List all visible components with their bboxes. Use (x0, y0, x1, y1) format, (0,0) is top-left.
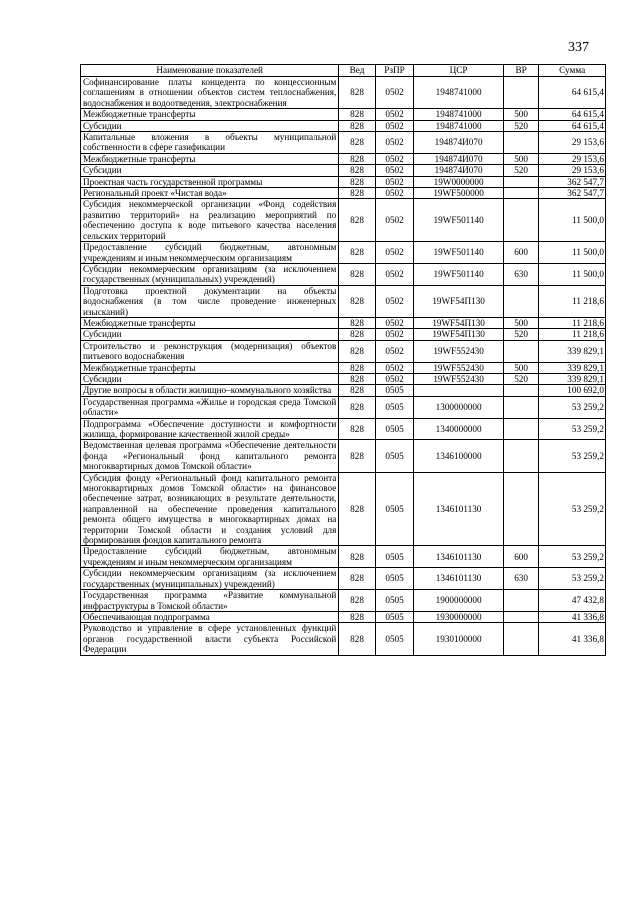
cell-sum: 64 615,4 (539, 120, 606, 131)
cell-csr: 19WF500000 (414, 188, 504, 199)
cell-rzpr: 0505 (375, 568, 414, 590)
cell-csr: 1346101130 (414, 568, 504, 590)
cell-sum: 53 259,2 (539, 472, 606, 546)
table-body (81, 77, 606, 656)
cell-rzpr: 0502 (375, 120, 414, 131)
cell-ved: 828 (339, 546, 375, 568)
cell-ved: 828 (339, 362, 375, 373)
table-row (81, 611, 606, 622)
cell-ved: 828 (339, 385, 375, 396)
cell-vr (503, 623, 538, 655)
cell-sum: 11 500,0 (539, 263, 606, 285)
cell-name: Подпрограмма «Обеспечение доступности и комфортности жилища, формирование качественной жилой среды» (81, 418, 339, 440)
cell-csr: 19WF54П130 (414, 317, 504, 328)
cell-ved: 828 (339, 590, 375, 612)
cell-csr: 1948741000 (414, 120, 504, 131)
cell-csr: 1930100000 (414, 623, 504, 655)
cell-name: Государственная программа «Жилье и городская среда Томской области» (81, 396, 339, 418)
cell-sum: 53 259,2 (539, 440, 606, 472)
cell-name: Софинансирование платы концедента по концессионным соглашениям в отношении объектов систем теплоснабжения, водоснабжения и водоотведения, электроснабжения (81, 77, 339, 109)
cell-sum: 53 259,2 (539, 418, 606, 440)
cell-ved: 828 (339, 373, 375, 384)
cell-rzpr: 0505 (375, 472, 414, 546)
cell-vr (503, 285, 538, 317)
cell-vr: 600 (503, 242, 538, 264)
table-row (81, 199, 606, 242)
cell-ved: 828 (339, 472, 375, 546)
cell-ved: 828 (339, 77, 375, 109)
cell-csr: 19WF501140 (414, 242, 504, 264)
cell-name: Межбюджетные трансферты (81, 317, 339, 328)
cell-rzpr: 0502 (375, 77, 414, 109)
cell-rzpr: 0505 (375, 611, 414, 622)
cell-name: Субсидии (81, 329, 339, 340)
cell-csr (414, 385, 504, 396)
cell-sum: 339 829,1 (539, 373, 606, 384)
cell-csr: 19WF501140 (414, 199, 504, 242)
cell-sum: 53 259,2 (539, 546, 606, 568)
cell-name: Субсидии (81, 120, 339, 131)
cell-rzpr: 0505 (375, 623, 414, 655)
cell-name: Предоставление субсидий бюджетным, автономным учреждениям и иным некоммерческим организациям (81, 242, 339, 264)
cell-name: Межбюджетные трансферты (81, 153, 339, 164)
header-csr: ЦСР (414, 65, 504, 77)
cell-sum: 339 829,1 (539, 340, 606, 362)
cell-rzpr: 0505 (375, 590, 414, 612)
header-vr: ВР (503, 65, 538, 77)
cell-name: Межбюджетные трансферты (81, 109, 339, 120)
cell-rzpr: 0502 (375, 285, 414, 317)
cell-vr (503, 418, 538, 440)
cell-vr (503, 440, 538, 472)
cell-vr (503, 611, 538, 622)
cell-vr: 520 (503, 165, 538, 176)
table-row (81, 546, 606, 568)
cell-sum: 362 547,7 (539, 188, 606, 199)
cell-vr (503, 199, 538, 242)
budget-table (80, 64, 606, 656)
cell-vr (503, 188, 538, 199)
cell-csr: 19WF54П130 (414, 285, 504, 317)
cell-sum: 11 218,6 (539, 317, 606, 328)
cell-vr: 500 (503, 153, 538, 164)
cell-vr: 520 (503, 329, 538, 340)
table-row (81, 440, 606, 472)
table-row (81, 188, 606, 199)
cell-rzpr: 0502 (375, 373, 414, 384)
cell-sum: 53 259,2 (539, 568, 606, 590)
table-row (81, 285, 606, 317)
cell-vr (503, 132, 538, 154)
cell-csr: 1948741000 (414, 77, 504, 109)
cell-name: Субсидии (81, 165, 339, 176)
cell-vr: 630 (503, 263, 538, 285)
cell-rzpr: 0502 (375, 263, 414, 285)
cell-ved: 828 (339, 188, 375, 199)
cell-sum: 362 547,7 (539, 176, 606, 187)
table-row (81, 418, 606, 440)
cell-ved: 828 (339, 199, 375, 242)
cell-rzpr: 0502 (375, 176, 414, 187)
table-row (81, 472, 606, 546)
cell-sum: 11 218,6 (539, 329, 606, 340)
cell-sum: 53 259,2 (539, 396, 606, 418)
cell-name: Подготовка проектной документации на объекты водоснабжения (в том числе проведение инженерных изысканий) (81, 285, 339, 317)
table-row (81, 132, 606, 154)
cell-ved: 828 (339, 242, 375, 264)
cell-vr (503, 340, 538, 362)
cell-sum: 11 500,0 (539, 242, 606, 264)
cell-rzpr: 0502 (375, 317, 414, 328)
table-header-row (81, 65, 606, 77)
cell-sum: 29 153,6 (539, 165, 606, 176)
table-row (81, 623, 606, 655)
cell-rzpr: 0502 (375, 242, 414, 264)
cell-vr: 500 (503, 317, 538, 328)
table-row (81, 568, 606, 590)
cell-name: Субсидия фонду «Региональный фонд капитального ремонта многоквартирных домов Томской области» на финансовое обеспечение затрат, возникающих в результате деятельности, направленной на обеспечение проведения капитального ремонта общего имущества в многоквартирных домах на территории Томской области и создания условий для формирования фондов капитального ремонта (81, 472, 339, 546)
cell-vr: 500 (503, 362, 538, 373)
header-name: Наименование показателей (81, 65, 339, 77)
cell-csr: 1948741000 (414, 109, 504, 120)
cell-rzpr: 0505 (375, 418, 414, 440)
cell-rzpr: 0502 (375, 329, 414, 340)
cell-csr: 1900000000 (414, 590, 504, 612)
table-row (81, 317, 606, 328)
cell-sum: 11 218,6 (539, 285, 606, 317)
cell-sum: 11 500,0 (539, 199, 606, 242)
cell-rzpr: 0502 (375, 340, 414, 362)
cell-name: Государственная программа «Развитие коммунальной инфраструктуры в Томской области» (81, 590, 339, 612)
cell-vr: 500 (503, 109, 538, 120)
cell-vr (503, 77, 538, 109)
cell-ved: 828 (339, 340, 375, 362)
cell-name: Строительство и реконструкция (модернизация) объектов питьевого водоснабжения (81, 340, 339, 362)
cell-csr: 19WF552430 (414, 373, 504, 384)
cell-ved: 828 (339, 109, 375, 120)
cell-csr: 19WF54П130 (414, 329, 504, 340)
cell-rzpr: 0502 (375, 199, 414, 242)
cell-csr: 194874И070 (414, 153, 504, 164)
cell-csr: 19WF552430 (414, 340, 504, 362)
cell-vr (503, 396, 538, 418)
cell-name: Региональный проект «Чистая вода» (81, 188, 339, 199)
table-row (81, 329, 606, 340)
cell-sum: 41 336,8 (539, 623, 606, 655)
header-ved: Вед (339, 65, 375, 77)
cell-ved: 828 (339, 176, 375, 187)
cell-vr: 520 (503, 120, 538, 131)
cell-csr: 19WF501140 (414, 263, 504, 285)
cell-rzpr: 0505 (375, 440, 414, 472)
cell-vr (503, 385, 538, 396)
cell-name: Другие вопросы в области жилищно–коммунального хозяйства (81, 385, 339, 396)
cell-sum: 29 153,6 (539, 132, 606, 154)
cell-ved: 828 (339, 120, 375, 131)
cell-csr: 1300000000 (414, 396, 504, 418)
table-row (81, 362, 606, 373)
cell-rzpr: 0505 (375, 396, 414, 418)
cell-name: Субсидии некоммерческим организациям (за исключением государственных (муниципальных) учреждений) (81, 568, 339, 590)
cell-sum: 29 153,6 (539, 153, 606, 164)
cell-csr: 19W0000000 (414, 176, 504, 187)
table-row (81, 340, 606, 362)
table-row (81, 396, 606, 418)
cell-csr: 194874И070 (414, 165, 504, 176)
cell-csr: 1346101130 (414, 546, 504, 568)
cell-ved: 828 (339, 165, 375, 176)
cell-rzpr: 0505 (375, 546, 414, 568)
cell-name: Субсидии (81, 373, 339, 384)
cell-name: Межбюджетные трансферты (81, 362, 339, 373)
header-rzpr: РзПР (375, 65, 414, 77)
cell-ved: 828 (339, 418, 375, 440)
cell-rzpr: 0502 (375, 109, 414, 120)
cell-name: Субсидии некоммерческим организациям (за исключением государственных (муниципальных) учреждений) (81, 263, 339, 285)
table-row (81, 77, 606, 109)
cell-csr: 1930000000 (414, 611, 504, 622)
cell-ved: 828 (339, 317, 375, 328)
cell-ved: 828 (339, 623, 375, 655)
cell-vr (503, 472, 538, 546)
table-row (81, 176, 606, 187)
cell-rzpr: 0502 (375, 153, 414, 164)
table-row (81, 263, 606, 285)
cell-vr: 520 (503, 373, 538, 384)
cell-rzpr: 0505 (375, 385, 414, 396)
cell-sum: 47 432,8 (539, 590, 606, 612)
cell-ved: 828 (339, 263, 375, 285)
table-row (81, 120, 606, 131)
cell-name: Обеспечивающая подпрограмма (81, 611, 339, 622)
table-row (81, 242, 606, 264)
header-sum: Сумма (539, 65, 606, 77)
cell-rzpr: 0502 (375, 362, 414, 373)
cell-sum: 339 829,1 (539, 362, 606, 373)
cell-rzpr: 0502 (375, 188, 414, 199)
cell-csr: 1346100000 (414, 440, 504, 472)
cell-name: Субсидия некоммерческой организации «Фонд содействия развитию территорий» на реализацию мероприятий по обеспечению доступа к воде питьевого качества населения сельских территорий (81, 199, 339, 242)
cell-name: Ведомственная целевая программа «Обеспечение деятельности фонда «Региональный фонд капитального ремонта многоквартирных домов Томской области» (81, 440, 339, 472)
cell-ved: 828 (339, 396, 375, 418)
cell-csr: 1346101130 (414, 472, 504, 546)
cell-rzpr: 0502 (375, 132, 414, 154)
cell-name: Капитальные вложения в объекты муниципальной собственности в сфере газификации (81, 132, 339, 154)
cell-name: Руководство и управление в сфере установленных функций органов государственной власти субъекта Российской Федерации (81, 623, 339, 655)
cell-csr: 19WF552430 (414, 362, 504, 373)
cell-csr: 194874И070 (414, 132, 504, 154)
cell-vr (503, 590, 538, 612)
table-row (81, 109, 606, 120)
cell-vr: 600 (503, 546, 538, 568)
table-row (81, 373, 606, 384)
cell-vr (503, 176, 538, 187)
cell-name: Предоставление субсидий бюджетным, автономным учреждениям и иным некоммерческим организациям (81, 546, 339, 568)
cell-vr: 630 (503, 568, 538, 590)
page-number: 337 (568, 40, 589, 55)
table-row (81, 590, 606, 612)
table-row (81, 153, 606, 164)
cell-ved: 828 (339, 440, 375, 472)
cell-csr: 1340000000 (414, 418, 504, 440)
cell-ved: 828 (339, 611, 375, 622)
cell-ved: 828 (339, 285, 375, 317)
cell-sum: 64 615,4 (539, 109, 606, 120)
cell-ved: 828 (339, 153, 375, 164)
cell-sum: 64 615,4 (539, 77, 606, 109)
cell-ved: 828 (339, 132, 375, 154)
cell-ved: 828 (339, 568, 375, 590)
cell-ved: 828 (339, 329, 375, 340)
cell-name: Проектная часть государственной программы (81, 176, 339, 187)
cell-rzpr: 0502 (375, 165, 414, 176)
cell-sum: 41 336,8 (539, 611, 606, 622)
cell-sum: 100 692,0 (539, 385, 606, 396)
table-row (81, 385, 606, 396)
table-row (81, 165, 606, 176)
